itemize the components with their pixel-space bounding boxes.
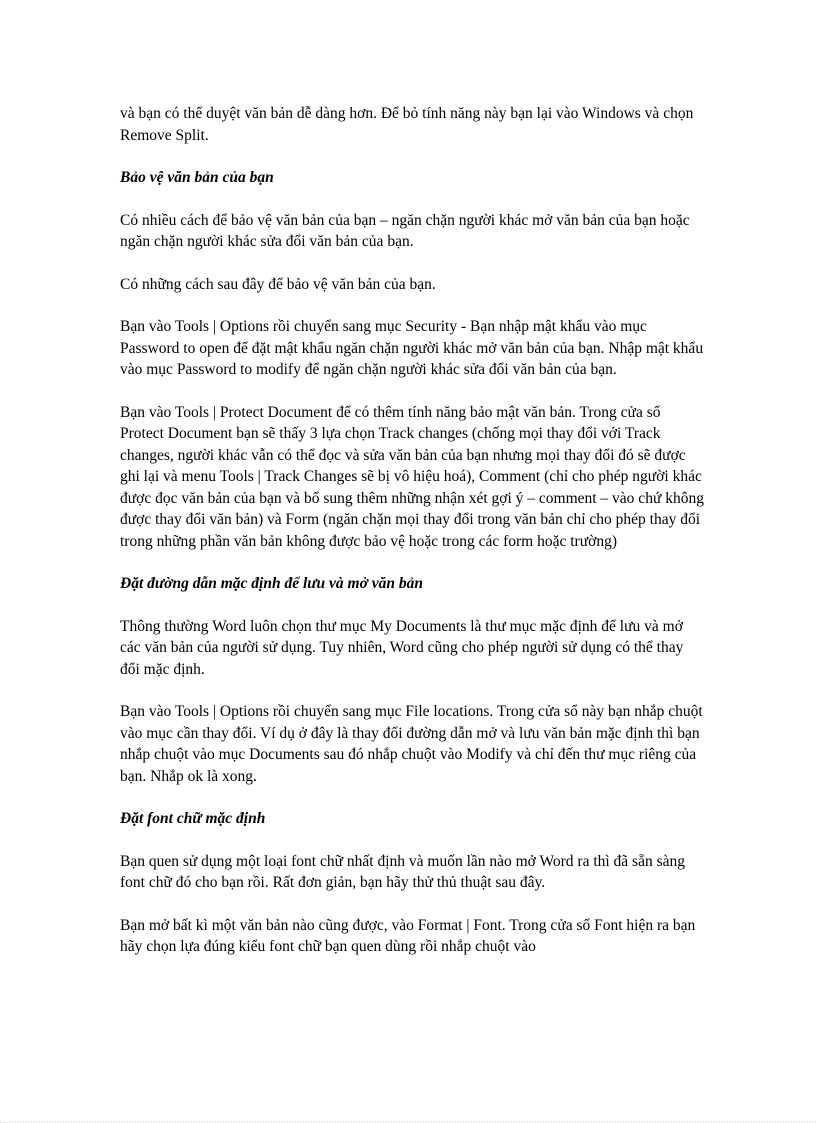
heading-protect-document: Bảo vệ văn bản của bạn	[120, 169, 274, 186]
paragraph-password-options: Bạn vào Tools | Options rồi chuyển sang mục Security - Bạn nhập mật khẩu vào mục Password to open để đặt mật khẩu ngăn chặn người khác mở văn bản của bạn. Nhập mật khẩu vào mục Password to modify để ngăn chặn người khác sửa đổi văn bản của bạn.	[120, 318, 704, 378]
paragraph-protect-ways: Có những cách sau đây để bảo vệ văn bản của bạn.	[120, 275, 436, 293]
paragraph-my-documents: Thông thường Word luôn chọn thư mục My Documents là thư mục mặc định để lưu và mở các văn bản của người sử dụng. Tuy nhiên, Word cũng cho phép người sử dụng có thể thay đổi mặc định.	[120, 617, 684, 678]
paragraph-font-habit: Bạn quen sử dụng một loại font chữ nhất định và muốn lần nào mở Word ra thì đã sẵn sàng font chữ đó cho bạn rồi. Rất đơn giản, bạn hãy thử thủ thuật sau đây.	[120, 852, 686, 891]
heading-default-font: Đặt font chữ mặc định	[120, 810, 266, 827]
paragraph-remove-split: và bạn có thể duyệt văn bản dễ dàng hơn. Để bỏ tính năng này bạn lại vào Windows và chọn Remove Split.	[120, 105, 694, 144]
paragraph-protect-intro: Có nhiều cách để bảo vệ văn bản của bạn – ngăn chặn người khác mở văn bản của bạn hoặc ngăn chặn người khác sửa đổi văn bản của bạn.	[120, 211, 690, 250]
paragraph-file-locations: Bạn vào Tools | Options rồi chuyển sang mục File locations. Trong cửa sổ này bạn nhắp chuột vào mục cần thay đổi. Ví dụ ở đây là thay đổi đường dẫn mở và lưu văn bản mặc định thì bạn nhắp chuột vào mục Documents sau đó nhắp chuột vào Modify và chỉ đến thư mục riêng của bạn. Nhắp ok là xong.	[120, 703, 703, 785]
paragraph-format-font: Bạn mở bất kì một văn bản nào cũng được, vào Format | Font. Trong cửa sổ Font hiện ra bạn hãy chọn lựa đúng kiểu font chữ bạn quen dùng rồi nhắp chuột vào	[120, 916, 696, 955]
paragraph-protect-document-menu: Bạn vào Tools | Protect Document để có thêm tính năng bảo mật văn bản. Trong cửa sổ Protect Document bạn sẽ thấy 3 lựa chọn Track changes (chống mọi thay đổi với Track changes, người khác vẫn có thể đọc và sửa văn bản của bạn nhưng mọi thay đổi đó sẽ được ghi lại và menu Tools | Track Changes sẽ bị vô hiệu hoá), Comment (chỉ cho phép người khác được đọc văn bản của bạn và bổ sung thêm những nhận xét gợi ý – comment – vào chứ không được thay đổi văn bản) và Form (ngăn chặn mọi thay đổi trong văn bản chỉ cho phép thay đổi trong những phần văn bản không được bảo vệ hoặc trong các form hoặc trường)	[120, 403, 704, 550]
heading-default-path: Đặt đường dẫn mặc định để lưu và mở văn bản	[120, 575, 424, 592]
